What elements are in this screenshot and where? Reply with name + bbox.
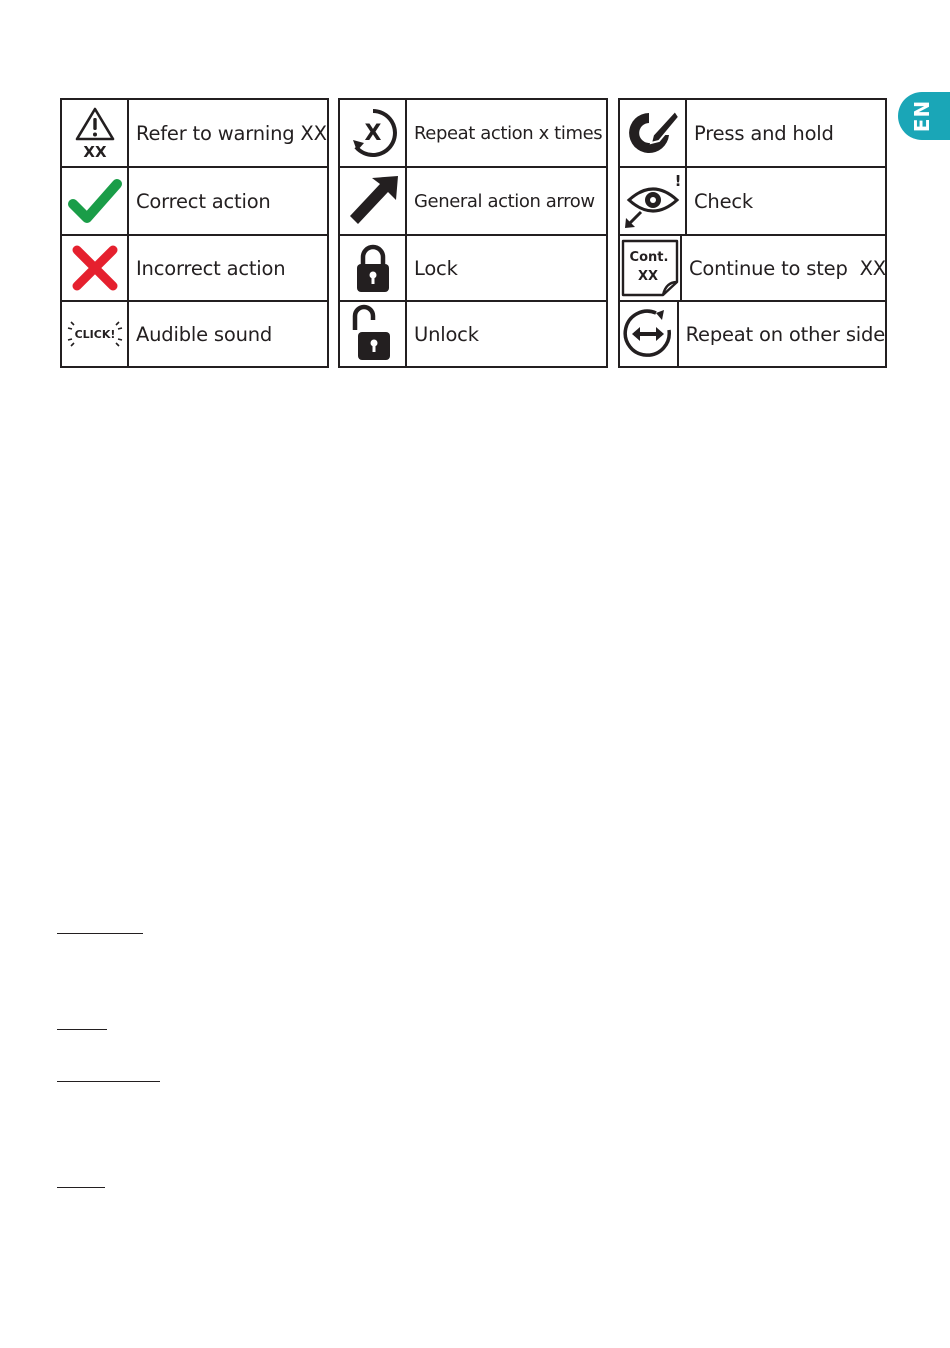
- legend-row: [62, 166, 327, 234]
- red-cross-icon: [62, 236, 129, 300]
- language-tab-label: EN: [910, 99, 934, 133]
- underline-rule: [57, 1029, 107, 1030]
- legend-row: [62, 300, 327, 366]
- legend-table-3: [618, 98, 887, 368]
- padlock-closed-icon: [340, 236, 407, 300]
- legend-row: [340, 166, 606, 234]
- continue-note-icon: [620, 236, 682, 300]
- legend-label: General action arrow: [414, 190, 595, 212]
- legend-row: [62, 100, 327, 166]
- padlock-open-icon: [340, 302, 407, 366]
- legend-label: Press and hold: [694, 121, 834, 145]
- legend-label: Continue to step XX: [689, 256, 886, 280]
- legend-label: Correct action: [136, 189, 271, 213]
- green-checkmark-icon: [62, 168, 129, 234]
- eye-check-icon: [620, 168, 687, 234]
- underline-rule: [57, 1081, 160, 1082]
- legend-label: Incorrect action: [136, 256, 286, 280]
- warning-triangle-icon: [62, 100, 129, 166]
- svg-text:Cont.: Cont.: [629, 250, 669, 265]
- legend-label: Repeat action x times: [414, 122, 603, 144]
- click-sound-icon: [62, 302, 129, 366]
- svg-text:CLICK!: CLICK!: [74, 328, 115, 341]
- legend-table-2: [338, 98, 608, 368]
- svg-text:!: !: [674, 172, 681, 190]
- legend-label: Refer to warning XX: [136, 121, 327, 145]
- svg-text:X: X: [364, 121, 381, 146]
- svg-text:XX: XX: [637, 269, 659, 284]
- legend-row: [340, 300, 606, 366]
- legend-label: Unlock: [414, 322, 479, 346]
- legend-row: [620, 234, 885, 300]
- legend-table-1: [60, 98, 329, 368]
- diagonal-arrow-icon: [340, 168, 407, 234]
- underline-rule: [57, 1187, 105, 1188]
- underline-rule: [57, 933, 143, 934]
- repeat-x-icon: [340, 100, 407, 166]
- legend-row: [620, 166, 885, 234]
- legend-row: [340, 234, 606, 300]
- legend-label: Repeat on other side: [685, 322, 885, 346]
- rotate-other-side-icon: [620, 302, 679, 366]
- legend-row: [340, 100, 606, 166]
- legend-row: [620, 300, 885, 366]
- svg-text:XX: XX: [82, 143, 107, 161]
- language-tab[interactable]: [898, 92, 950, 140]
- press-hold-icon: [620, 100, 687, 166]
- legend-row: [620, 100, 885, 166]
- legend-label: Check: [694, 189, 753, 213]
- legend-row: [62, 234, 327, 300]
- legend-label: Lock: [414, 256, 458, 280]
- legend-label: Audible sound: [136, 322, 273, 346]
